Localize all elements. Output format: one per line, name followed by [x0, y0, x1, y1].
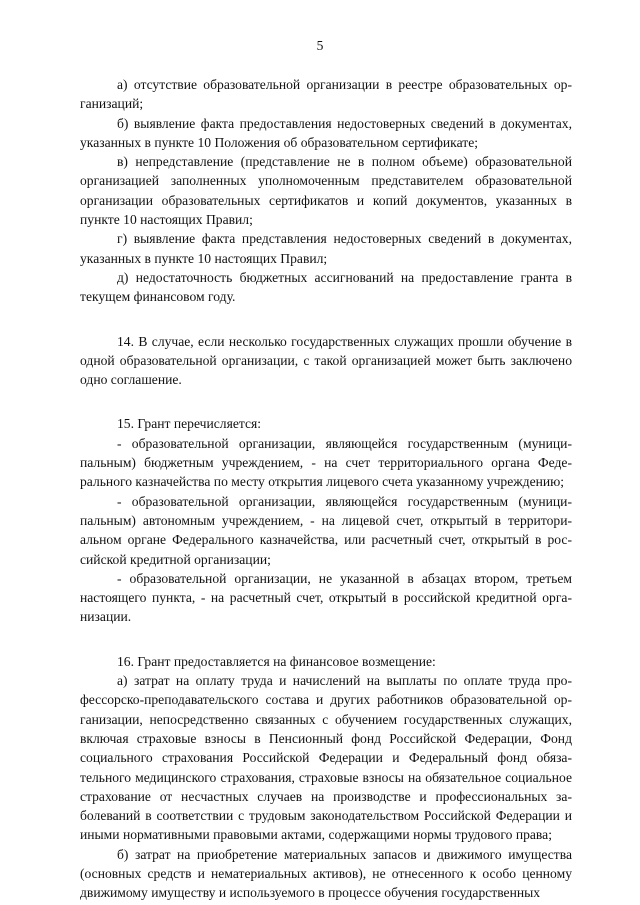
document-body	[80, 75, 572, 903]
paragraph-clause-16-a: а) затрат на оплату труда и начислений на выплаты по оплате труда профессорско-преподавательского состава и других работников образовательной организации, непосредственно связанных с обучением государственных служащих, включая страховые взносы в Пенсионный фонд Российской Федерации, Фонд социального страхования Российской Федерации и Федеральный фонд обязательного медицинского страхования, страховые взносы на обязательное социальное страхование от несчастных случаев на производстве и профессиональных заболеваний в соответствии с трудовым законодательством Российской Федерации и иными нормативными правовыми актами, содержащими нормы трудового права;	[80, 673, 572, 843]
paragraph-clause-14: 14. В случае, если несколько государственных служащих прошли обучение в одной образовательной организации, с такой организацией может быть заключено одно соглашение.	[80, 333, 572, 388]
paragraph-clause-15-other: - образовательной организации, не указанной в абзацах втором, третьем настоящего пункта, - на расчетный счет, открытый в российской кредитной организации.	[80, 570, 572, 625]
page-number: 5	[316, 38, 324, 53]
paragraph-item-v: в) непредставление (представление не в полном объеме) образовательной организацией заполненных уполномоченным представителем образовательной организации образовательных сертификатов и копий документов, указанных в пункте 10 настоящих Правил;	[80, 154, 572, 228]
paragraph-clause-16: 16. Грант предоставляется на финансовое возмещение:	[117, 653, 436, 669]
paragraph-item-a: а) отсутствие образовательной организации в реестре образовательных организаций;	[80, 77, 572, 112]
paragraph-item-b: б) выявление факта предоставления недостоверных сведений в документах, указанных в пункте 10 Положения об образовательном сертификате;	[80, 115, 572, 150]
section-spacer	[80, 389, 572, 414]
paragraph-clause-15: 15. Грант перечисляется:	[117, 416, 262, 432]
section-spacer	[80, 307, 572, 332]
paragraph-item-d: д) недостаточность бюджетных ассигнований на предоставление гранта в текущем финансовом году.	[80, 269, 572, 305]
paragraph-item-g: г) выявление факта представления недостоверных сведений в документах, указанных в пункте 10 настоящих Правил;	[80, 231, 572, 266]
paragraph-clause-15-autonomous: - образовательной организации, являющейся государственным (муниципальным) автономным учреждением, - на лицевой счет, открытый в территориальном органе Федерального казначейства, или расчетный счет, открытый в российской кредитной организации;	[80, 493, 572, 567]
paragraph-clause-16-b: б) затрат на приобретение материальных запасов и движимого имущества (основных средств и нематериальных активов), не отнесенного к особо ценному движимому имуществу и используемого в процессе обучения государственных	[80, 846, 572, 901]
paragraph-clause-15-budget: - образовательной организации, являющейся государственным (муниципальным) бюджетным учреждением, - на счет территориального органа Федерального казначейства по месту открытия лицевого счета указанному учреждению;	[80, 435, 572, 490]
section-spacer	[80, 627, 572, 652]
